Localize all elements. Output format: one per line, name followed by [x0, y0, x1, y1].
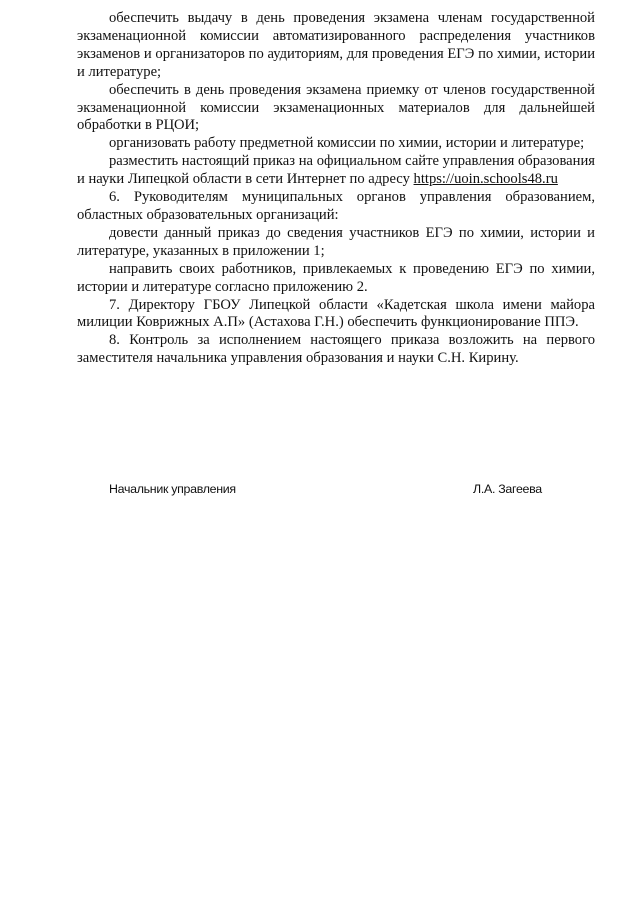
paragraph-publish-order	[77, 153, 595, 189]
paragraph-item-7: 7. Директору ГБОУ Липецкой области «Кадетская школа имени майора милиции Коврижных А.П» (Астахова Г.Н.) обеспечить функционирование ППЭ.	[77, 296, 595, 331]
paragraph-item-6: 6. Руководителям муниципальных органов управления образованием, областных образовательных организаций:	[77, 189, 595, 223]
publish-order-text: разместить настоящий приказ на официальном сайте управления образования и науки Липецкой области в сети Интернет по адресу	[77, 153, 595, 188]
document-body	[77, 10, 595, 368]
paragraph-exam-distribution: обеспечить выдачу в день проведения экзамена членам государственной экзаменационной комиссии автоматизированного распределения участников экзаменов и организаторов по аудиториям, для проведения ЕГЭ по химии, истории и литературе;	[77, 10, 595, 80]
paragraph-send-workers: направить своих работников, привлекаемых к проведению ЕГЭ по химии, истории и литературе согласно приложению 2.	[77, 260, 595, 295]
signature-title: Начальник управления	[109, 482, 236, 496]
paragraph-subject-commission: организовать работу предметной комиссии по химии, истории и литературе;	[109, 135, 585, 152]
website-link[interactable]: https://uoin.schools48.ru	[413, 171, 558, 188]
signature-name: Л.А. Загеева	[473, 482, 542, 496]
paragraph-materials-acceptance: обеспечить в день проведения экзамена приемку от членов государственной экзаменационной комиссии экзаменационных материалов для дальнейшей обработки в РЦОИ;	[77, 81, 595, 134]
paragraph-inform-participants: довести данный приказ до сведения участников ЕГЭ по химии, истории и литературе, указанных в приложении 1;	[77, 224, 595, 259]
paragraph-item-8: 8. Контроль за исполнением настоящего приказа возложить на первого заместителя начальника управления образования и науки С.Н. Кирину.	[77, 332, 595, 367]
